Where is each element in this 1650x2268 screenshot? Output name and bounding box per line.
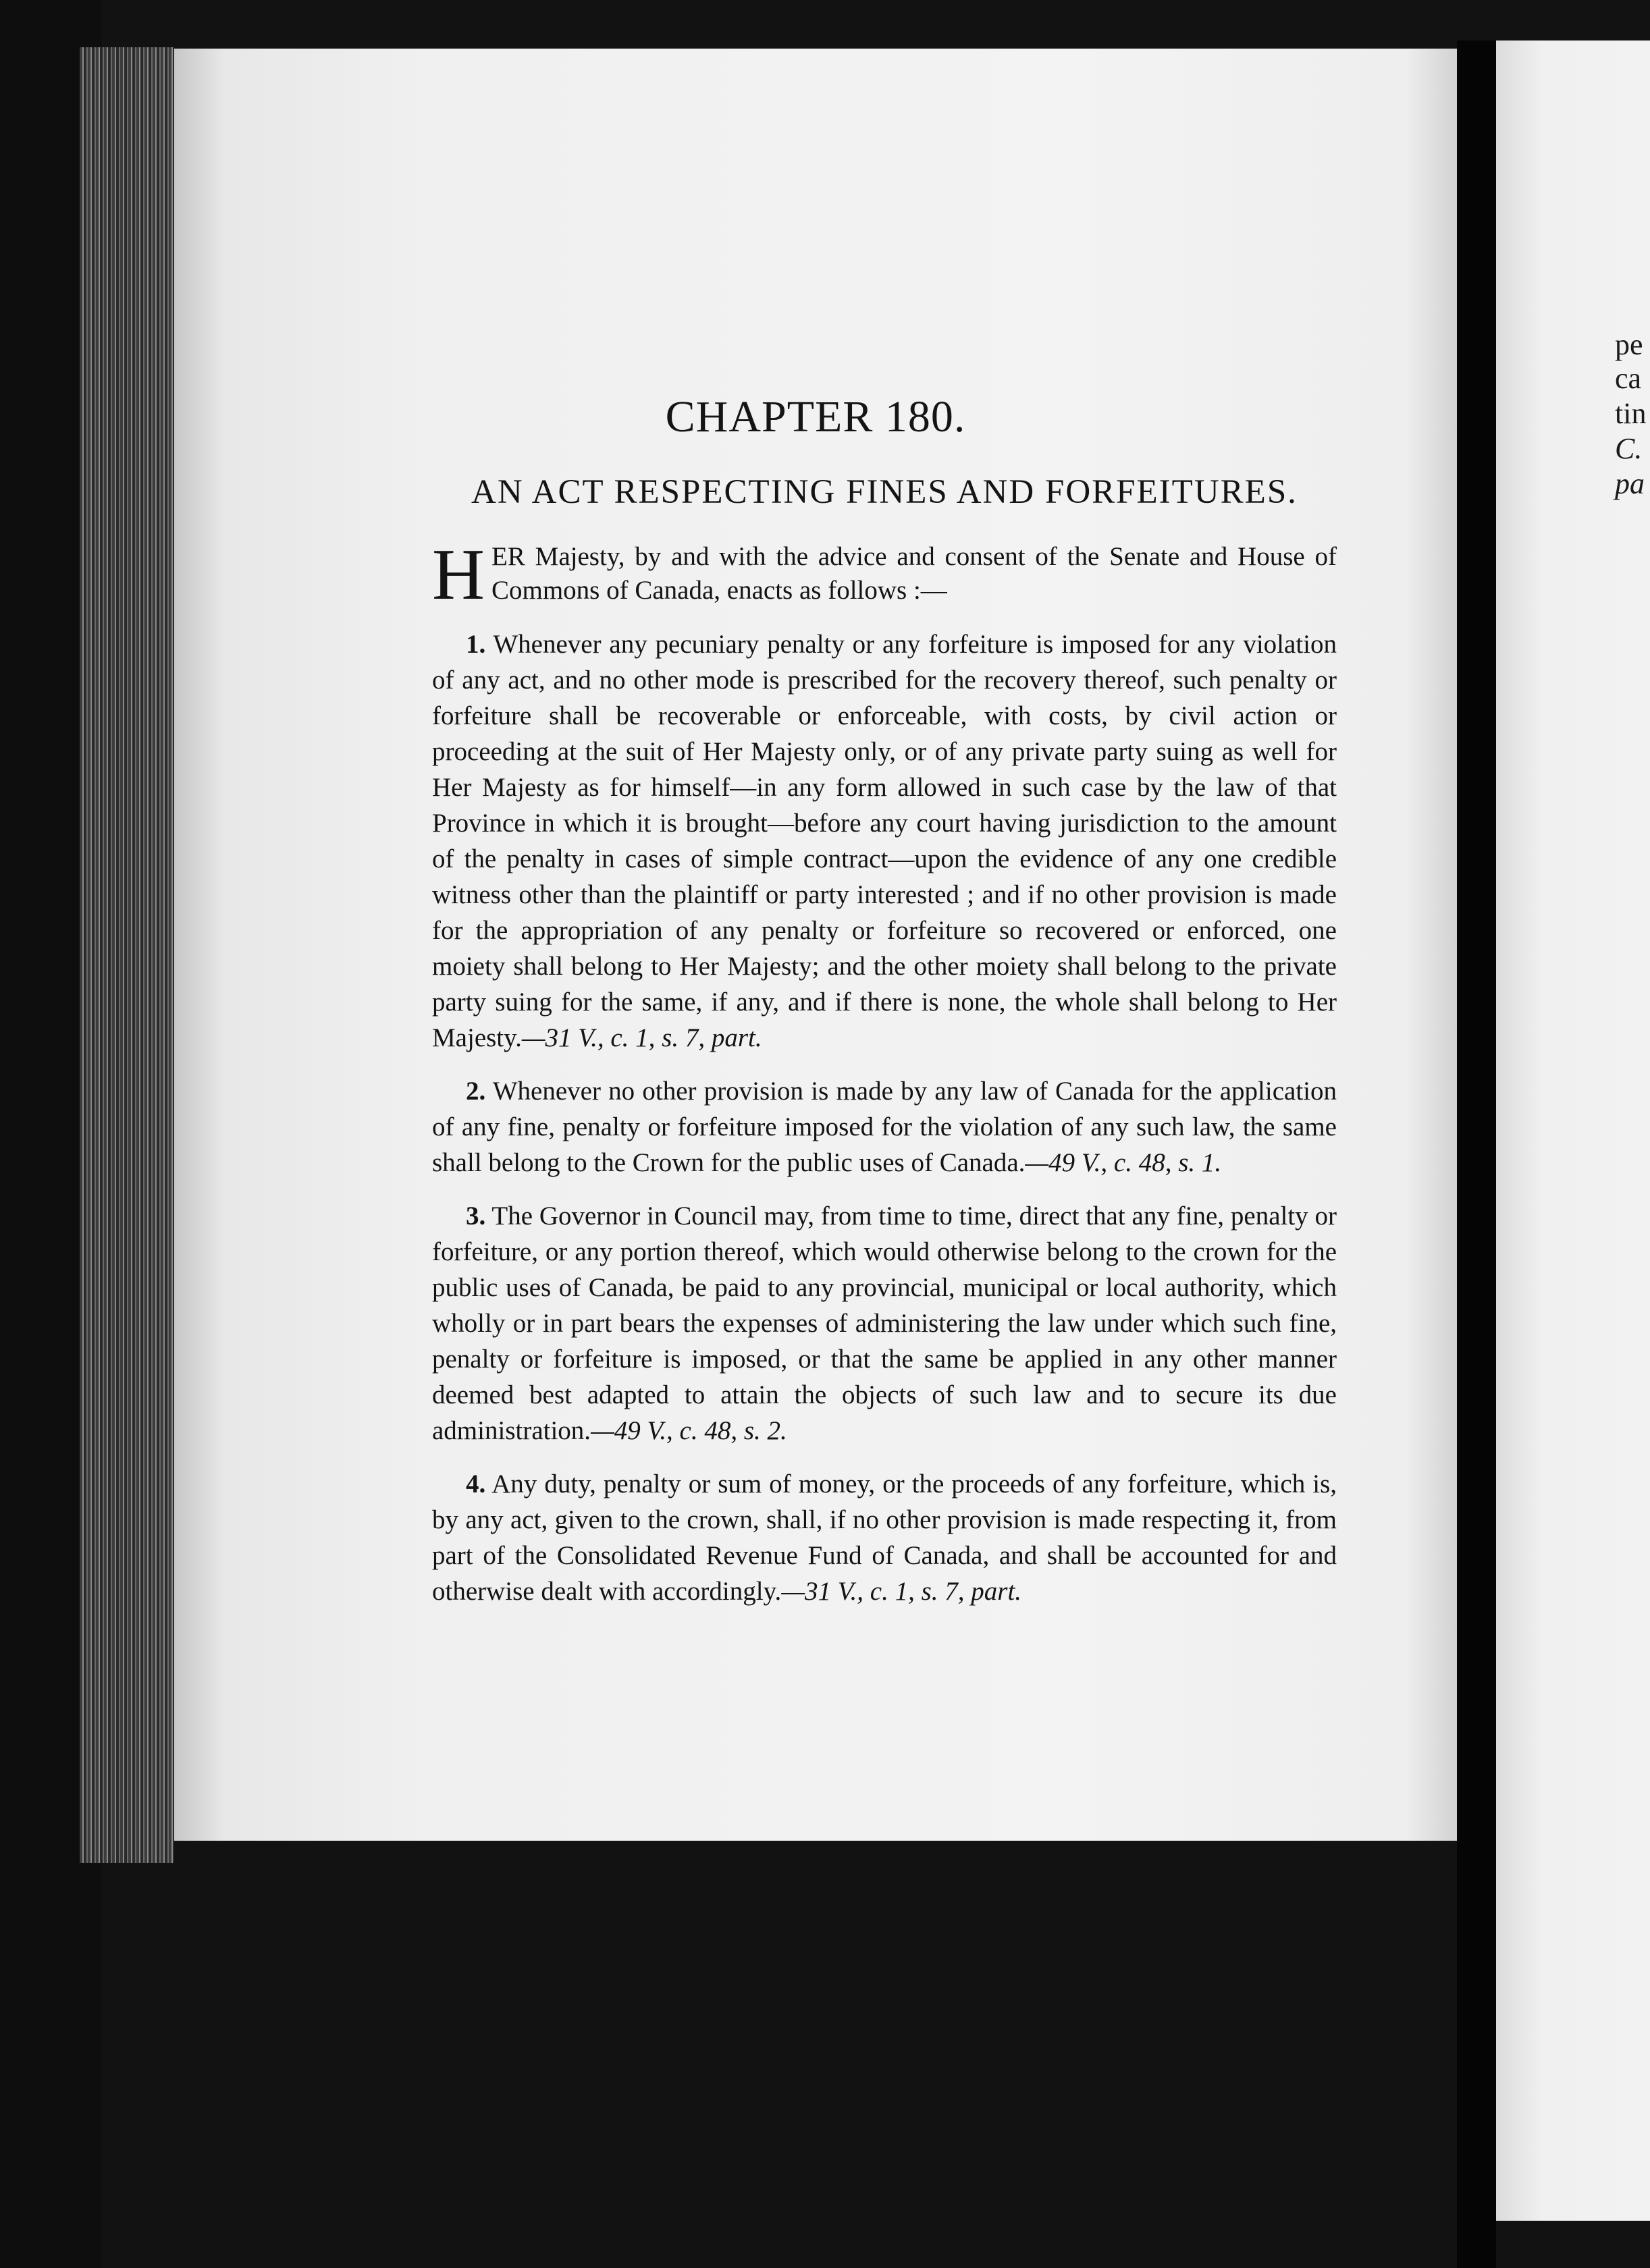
section-1 xyxy=(432,626,1337,1056)
facing-page-fragment: pe xyxy=(1615,328,1643,361)
section-number: 4. xyxy=(466,1469,486,1498)
section-citation: —49 V., c. 48, s. 1. xyxy=(1025,1148,1222,1177)
section-3 xyxy=(432,1198,1337,1449)
section-text: Any duty, penalty or sum of money, or the proceeds of any forfeiture, which is, by any act, given to the crown, shall, if no other provision is made respecting it, from part of the Consolidated Revenue Fund of Canada, and shall be accounted for and otherwise dealt with accordingly. xyxy=(432,1469,1337,1606)
act-body xyxy=(432,535,1337,1627)
section-number: 2. xyxy=(466,1077,486,1106)
facing-page-fragment: pa xyxy=(1615,467,1645,500)
section-4 xyxy=(432,1466,1337,1609)
section-number: 3. xyxy=(466,1202,486,1231)
section-citation: —49 V., c. 48, s. 2. xyxy=(591,1416,787,1445)
page-edges xyxy=(80,47,174,1863)
chapter-title: CHAPTER 180. xyxy=(665,392,966,441)
section-text: Whenever no other provision is made by any law of Canada for the application of any fine, penalty or forfeiture imposed for the violation of any such law, the same shall belong to the Crown for the public uses of Canada. xyxy=(432,1077,1337,1177)
facing-page-fragment: C. xyxy=(1615,432,1643,465)
section-citation: —31 V., c. 1, s. 7, part. xyxy=(781,1577,1022,1606)
section-2 xyxy=(432,1073,1337,1181)
enacting-clause xyxy=(432,535,1337,615)
section-text: Whenever any pecuniary penalty or any forfeiture is imposed for any violation of any act, and no other mode is prescribed for the recovery thereof, such penalty or forfeiture shall be recoverable or enforceable, with costs, by civil action or proceeding at the suit of Her Majesty only, or of any private party suing as well for Her Majesty as for himself—in any form allowed in such case by the law of that Province in which it is brought—before any court having jurisdiction to the amount of the penalty in cases of simple contract—upon the evidence of any one credible witness other than the plaintiff or party interested ; and if no other provision is made for the appropriation of any penalty or forfeiture so recovered or enforced, one moiety shall belong to Her Majesty; and the other moiety shall belong to the private party suing for the same, if any, and if there is none, the whole shall belong to Her Majesty. xyxy=(432,630,1337,1052)
section-text: The Governor in Council may, from time to time, direct that any fine, penalty or forfeiture, or any portion thereof, which would otherwise belong to the crown for the public uses of Canada, be paid to any provincial, municipal or local authority, which wholly or in part bears the expenses of administering the law under which such fine, penalty or forfeiture is imposed, or that the same be applied in any other manner deemed best adapted to attain the objects of such law and to secure its due administration. xyxy=(432,1202,1337,1445)
book-spine xyxy=(1457,40,1496,2268)
act-title: AN ACT RESPECTING FINES AND FORFEITURES. xyxy=(471,473,1298,511)
enacting-clause-text: ER Majesty, by and with the advice and consent of the Senate and House of Commons of Canada, enacts as follows :— xyxy=(491,542,1337,605)
section-citation: —31 V., c. 1, s. 7, part. xyxy=(521,1023,762,1052)
facing-page-fragment: ca xyxy=(1615,362,1642,395)
section-number: 1. xyxy=(466,630,486,659)
facing-page-fragment: tin xyxy=(1615,397,1647,430)
drop-cap: H xyxy=(432,535,485,615)
